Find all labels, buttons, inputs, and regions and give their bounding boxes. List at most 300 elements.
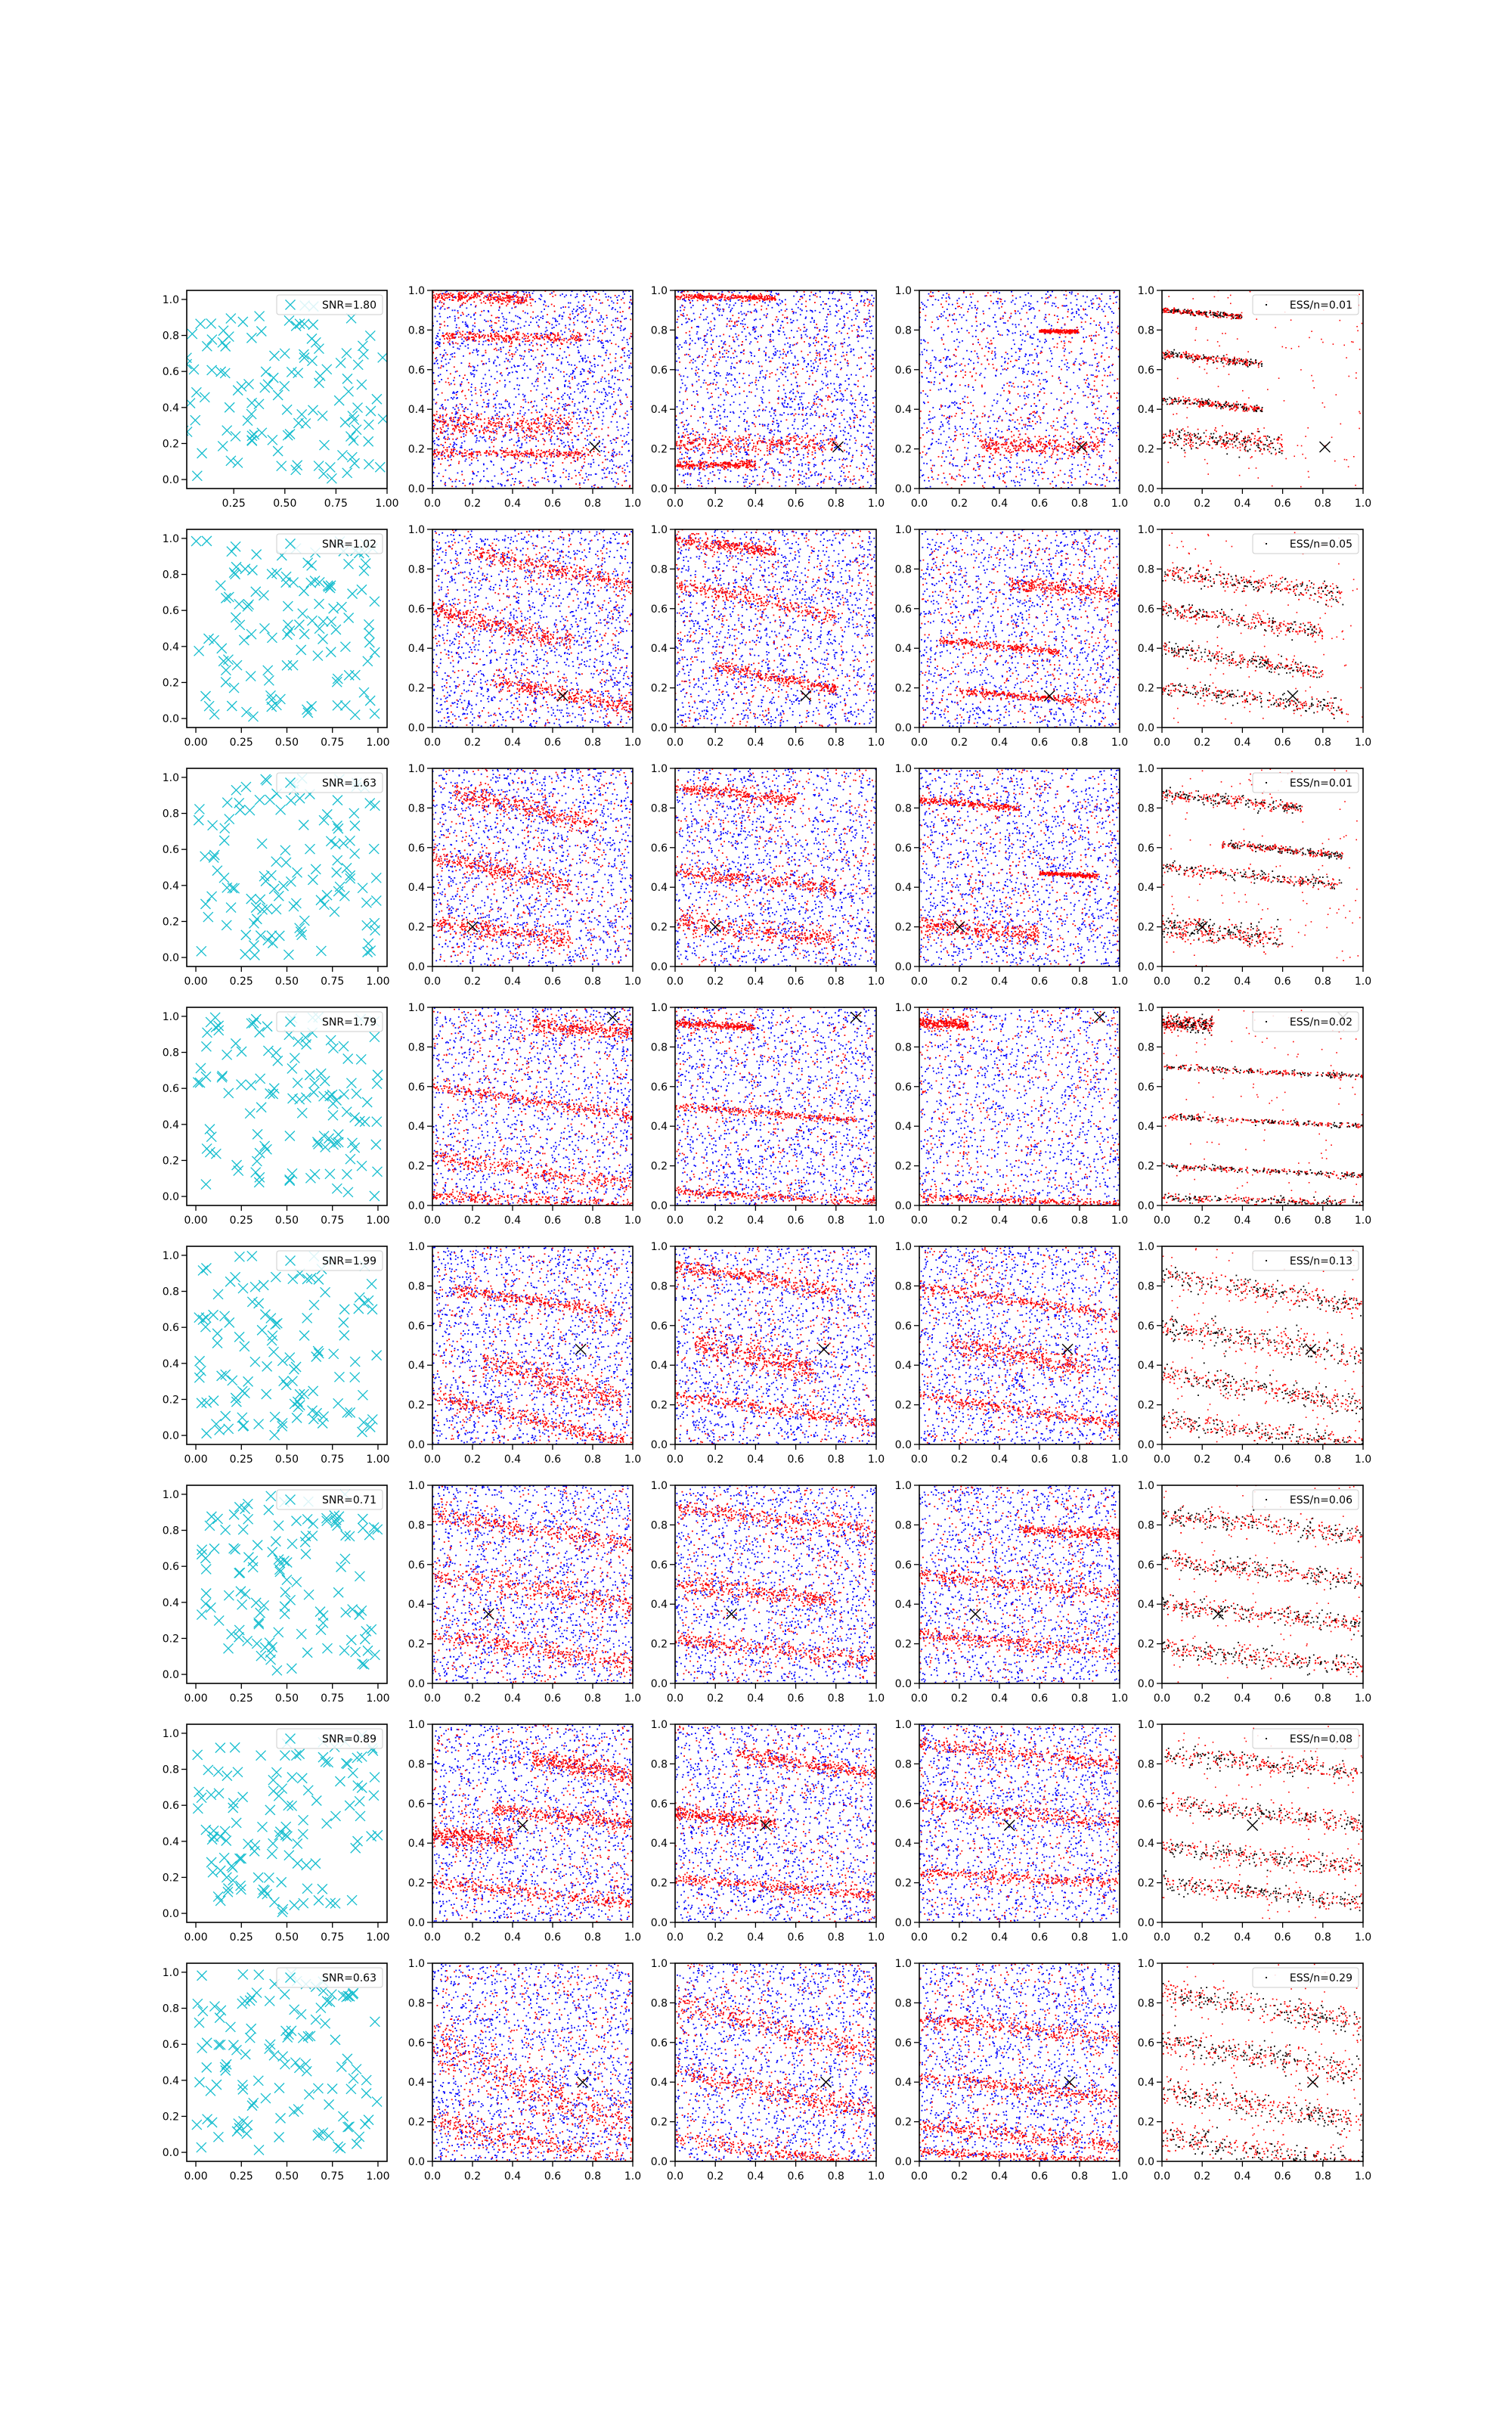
x-tick-label: 0.50 (275, 737, 299, 749)
blue-point (587, 439, 588, 441)
blue-point (797, 360, 798, 361)
blue-point (792, 365, 794, 366)
red-point (450, 420, 451, 421)
red-point (453, 417, 454, 419)
blue-point (516, 371, 517, 372)
blue-point (618, 395, 619, 396)
red-point (505, 302, 507, 303)
red-point (570, 387, 572, 389)
blue-point (437, 306, 438, 307)
blue-point (618, 387, 620, 389)
red-point (584, 425, 586, 427)
blue-point (736, 355, 738, 357)
blue-point (611, 386, 612, 388)
y-tick-label: 0.6 (163, 1083, 179, 1095)
red-point (544, 339, 545, 340)
blue-point (711, 417, 713, 419)
blue-point (540, 299, 541, 300)
red-point (463, 296, 465, 298)
blue-point (441, 379, 442, 380)
blue-point (488, 399, 490, 401)
blue-point (520, 327, 522, 328)
blue-point (572, 399, 574, 400)
red-point (576, 451, 578, 453)
red-point (572, 337, 574, 339)
red-point (510, 451, 511, 453)
blue-point (869, 310, 870, 312)
red-point (472, 453, 473, 455)
blue-point (541, 415, 543, 417)
blue-point (476, 435, 477, 436)
red-point (539, 460, 541, 461)
red-point (569, 420, 571, 422)
red-point (530, 316, 531, 318)
red-point (501, 473, 503, 475)
red-point (442, 433, 443, 434)
blue-point (825, 369, 826, 371)
blue-point (519, 365, 520, 367)
blue-point (631, 313, 633, 315)
red-point (608, 451, 609, 453)
blue-point (578, 472, 580, 473)
blue-point (871, 303, 872, 305)
red-point (510, 346, 512, 347)
blue-point (686, 387, 688, 389)
blue-point (564, 392, 565, 394)
blue-point (712, 356, 714, 358)
blue-point (448, 399, 449, 401)
blue-point (609, 340, 611, 341)
red-point (536, 411, 538, 413)
red-point (522, 299, 524, 301)
red-point (579, 484, 581, 486)
y-tick-label: 1.0 (163, 294, 179, 306)
red-point (494, 322, 496, 324)
blue-point (622, 428, 624, 430)
blue-point (570, 374, 572, 375)
legend (277, 1012, 383, 1032)
blue-point (748, 429, 749, 430)
blue-point (711, 481, 713, 482)
blue-point (450, 464, 451, 466)
blue-point (546, 327, 547, 328)
y-tick-label: 0.2 (163, 438, 179, 450)
blue-point (815, 293, 816, 294)
blue-point (778, 319, 779, 321)
blue-point (578, 352, 580, 353)
red-point (445, 442, 446, 443)
red-point (442, 424, 444, 426)
red-point (493, 439, 494, 441)
red-point (494, 296, 496, 298)
red-point (593, 485, 595, 486)
red-point (474, 293, 476, 295)
blue-point (485, 391, 486, 392)
blue-point (454, 442, 455, 443)
panel-r1-sampler-2 (651, 285, 885, 510)
blue-point (435, 403, 437, 405)
blue-point (482, 437, 483, 439)
blue-point (816, 442, 818, 444)
red-point (479, 452, 481, 454)
blue-point (563, 446, 565, 448)
blue-point (600, 407, 601, 408)
x-tick-label: 0.25 (230, 1454, 253, 1466)
blue-point (870, 333, 872, 334)
blue-point (454, 296, 455, 298)
blue-point (782, 402, 783, 404)
blue-point (530, 349, 531, 351)
blue-point (596, 408, 598, 409)
blue-point (873, 448, 875, 450)
blue-point (562, 395, 564, 396)
blue-point (545, 368, 547, 369)
blue-point (744, 318, 745, 320)
blue-point (516, 347, 517, 349)
blue-point (628, 450, 630, 451)
red-point (463, 423, 465, 424)
red-point (540, 335, 541, 337)
blue-point (490, 461, 491, 462)
red-point (449, 333, 451, 334)
blue-point (435, 337, 437, 339)
blue-point (514, 466, 516, 467)
blue-point (445, 408, 447, 409)
blue-point (813, 294, 814, 296)
red-point (439, 327, 441, 328)
red-point (549, 434, 550, 436)
blue-point (871, 330, 872, 331)
red-point (560, 419, 562, 420)
red-point (526, 456, 528, 458)
blue-point (457, 310, 459, 312)
red-point (516, 450, 517, 451)
blue-point (440, 354, 442, 355)
x-tick-label: 1.00 (375, 498, 398, 510)
red-point (458, 317, 460, 318)
legend (277, 1251, 383, 1270)
red-point (517, 413, 519, 414)
blue-point (606, 408, 607, 409)
blue-point (442, 445, 444, 446)
red-point (608, 374, 609, 375)
blue-point (501, 375, 503, 377)
red-point (565, 424, 566, 425)
blue-point (603, 347, 604, 349)
blue-point (698, 337, 699, 339)
red-point (442, 421, 444, 423)
red-point (448, 342, 449, 343)
red-point (442, 416, 444, 417)
blue-point (522, 443, 523, 445)
blue-point (744, 402, 745, 403)
blue-point (872, 397, 874, 399)
red-point (460, 403, 461, 405)
red-point (441, 295, 442, 296)
blue-point (629, 355, 631, 356)
red-point (538, 326, 540, 327)
blue-point (480, 436, 482, 438)
red-point (562, 462, 563, 464)
red-point (571, 453, 572, 455)
blue-point (528, 480, 530, 482)
blue-point (443, 437, 445, 439)
blue-point (615, 411, 616, 412)
red-point (549, 449, 550, 451)
blue-point (726, 394, 727, 396)
blue-point (564, 352, 565, 353)
red-point (499, 306, 500, 308)
blue-point (564, 409, 565, 411)
red-point (568, 340, 569, 341)
red-point (519, 299, 520, 301)
blue-point (706, 342, 708, 343)
red-point (601, 429, 603, 430)
blue-point (835, 345, 836, 346)
blue-point (745, 481, 747, 482)
red-point (527, 337, 528, 339)
blue-point (782, 353, 784, 355)
blue-point (577, 346, 578, 348)
blue-point (699, 355, 700, 357)
y-axis (163, 1011, 187, 1203)
red-point (538, 380, 539, 382)
red-point (456, 479, 457, 480)
y-tick-label: 0.4 (163, 1836, 179, 1848)
red-point (580, 453, 581, 455)
red-point (569, 330, 571, 332)
red-point (477, 451, 479, 453)
blue-point (784, 454, 785, 455)
blue-point (455, 417, 457, 418)
red-point (549, 337, 550, 339)
blue-point (515, 427, 516, 429)
red-point (479, 331, 481, 333)
blue-point (554, 482, 556, 483)
red-point (495, 348, 497, 349)
blue-point (531, 383, 533, 385)
red-point (597, 487, 599, 489)
red-point (476, 293, 477, 294)
blue-point (805, 408, 807, 409)
blue-point (575, 377, 576, 379)
red-point (551, 304, 553, 306)
blue-point (541, 333, 542, 334)
red-point (513, 334, 514, 336)
red-point (487, 340, 488, 341)
blue-point (631, 401, 632, 402)
red-point (558, 455, 559, 457)
blue-point (584, 371, 585, 372)
red-point (501, 293, 503, 294)
blue-point (545, 331, 547, 333)
blue-point (606, 328, 608, 330)
red-point (476, 297, 478, 299)
red-point (549, 425, 550, 427)
red-point (435, 348, 437, 349)
red-point (483, 364, 485, 365)
blue-point (475, 430, 476, 431)
blue-point (485, 441, 487, 442)
red-point (547, 479, 549, 480)
blue-point (627, 414, 628, 416)
red-point (454, 366, 455, 368)
blue-point (549, 374, 550, 375)
blue-point (714, 319, 716, 321)
red-point (538, 419, 539, 420)
red-point (527, 450, 528, 451)
red-point (466, 294, 468, 296)
blue-point (494, 432, 496, 433)
blue-point (473, 349, 475, 351)
red-point (490, 333, 491, 334)
red-point (610, 362, 612, 364)
y-tick-label: 0.2 (163, 916, 179, 928)
blue-point (849, 439, 850, 441)
blue-point (515, 478, 516, 479)
blue-point (810, 352, 811, 353)
blue-point (718, 405, 720, 406)
red-point (433, 429, 435, 430)
blue-point (485, 385, 487, 386)
blue-point (544, 439, 545, 441)
red-point (589, 426, 590, 427)
red-point (562, 339, 563, 340)
y-tick-label: 0.2 (408, 444, 425, 456)
blue-point (764, 436, 765, 437)
blue-point (455, 371, 457, 373)
y-tick-label: 0.4 (163, 402, 179, 414)
blue-point (521, 462, 522, 464)
blue-point (439, 316, 441, 318)
y-tick-label: 0.2 (163, 1155, 179, 1167)
blue-point (561, 396, 562, 398)
red-point (538, 454, 540, 455)
blue-point (754, 414, 755, 416)
red-point (462, 331, 463, 333)
blue-point (681, 454, 683, 455)
blue-point (516, 292, 517, 293)
blue-point (449, 343, 451, 344)
red-point (500, 450, 502, 451)
blue-point (750, 293, 751, 295)
blue-point (779, 386, 780, 387)
panel-r7-design-points (163, 1724, 390, 1944)
y-tick-label: 0.4 (163, 1119, 179, 1131)
red-point (533, 423, 534, 424)
red-point (622, 471, 624, 473)
blue-point (452, 310, 454, 312)
blue-point (631, 408, 633, 410)
red-point (521, 299, 522, 300)
red-point (569, 451, 571, 453)
red-point (517, 339, 519, 340)
blue-point (442, 293, 443, 294)
red-point (498, 302, 500, 303)
red-point (618, 483, 619, 485)
red-point (546, 399, 547, 400)
red-point (478, 418, 479, 420)
blue-point (597, 321, 599, 322)
blue-point (706, 351, 708, 352)
blue-point (615, 486, 616, 488)
red-point (437, 296, 438, 298)
blue-point (624, 436, 625, 437)
red-point (608, 427, 609, 429)
red-point (535, 424, 537, 425)
red-point (456, 427, 457, 429)
blue-point (739, 292, 741, 293)
red-point (622, 467, 624, 469)
red-point (584, 408, 586, 409)
red-point (587, 327, 588, 329)
blue-point (538, 423, 540, 424)
blue-point (600, 341, 602, 343)
red-point (518, 424, 519, 426)
blue-point (620, 327, 621, 329)
red-point (457, 425, 459, 427)
red-point (444, 299, 445, 301)
red-point (445, 420, 447, 422)
red-point (444, 424, 445, 425)
blue-point (804, 358, 805, 359)
red-point (509, 346, 510, 347)
blue-point (449, 299, 451, 300)
red-point (510, 455, 512, 456)
blue-point (580, 355, 581, 357)
blue-point (577, 385, 578, 386)
blue-point (470, 391, 472, 392)
blue-point (512, 478, 513, 479)
red-point (488, 334, 489, 336)
red-point (536, 450, 538, 451)
blue-point (719, 311, 720, 312)
blue-point (698, 368, 699, 370)
blue-point (714, 411, 716, 413)
blue-point (771, 467, 773, 469)
blue-point (575, 470, 576, 471)
blue-point (747, 476, 748, 477)
blue-point (611, 393, 612, 395)
blue-point (590, 330, 592, 332)
blue-point (797, 451, 798, 452)
y-tick-label: 0.0 (163, 713, 179, 725)
blue-point (523, 356, 525, 358)
blue-point (473, 451, 475, 453)
blue-point (767, 428, 769, 430)
blue-point (846, 399, 847, 401)
red-point (442, 392, 443, 394)
red-point (565, 476, 567, 478)
blue-point (593, 439, 595, 441)
red-point (466, 432, 467, 433)
x-tick-label: 0.00 (184, 976, 207, 988)
blue-point (761, 370, 763, 371)
blue-point (556, 324, 557, 326)
blue-point (611, 459, 612, 461)
blue-point (479, 343, 480, 345)
blue-point (560, 371, 562, 373)
blue-point (510, 474, 511, 476)
blue-point (531, 355, 532, 357)
legend (277, 1490, 383, 1509)
red-point (498, 334, 500, 336)
red-point (494, 340, 495, 341)
blue-point (698, 326, 699, 327)
blue-point (487, 403, 488, 405)
red-point (545, 334, 547, 336)
red-point (582, 477, 584, 479)
